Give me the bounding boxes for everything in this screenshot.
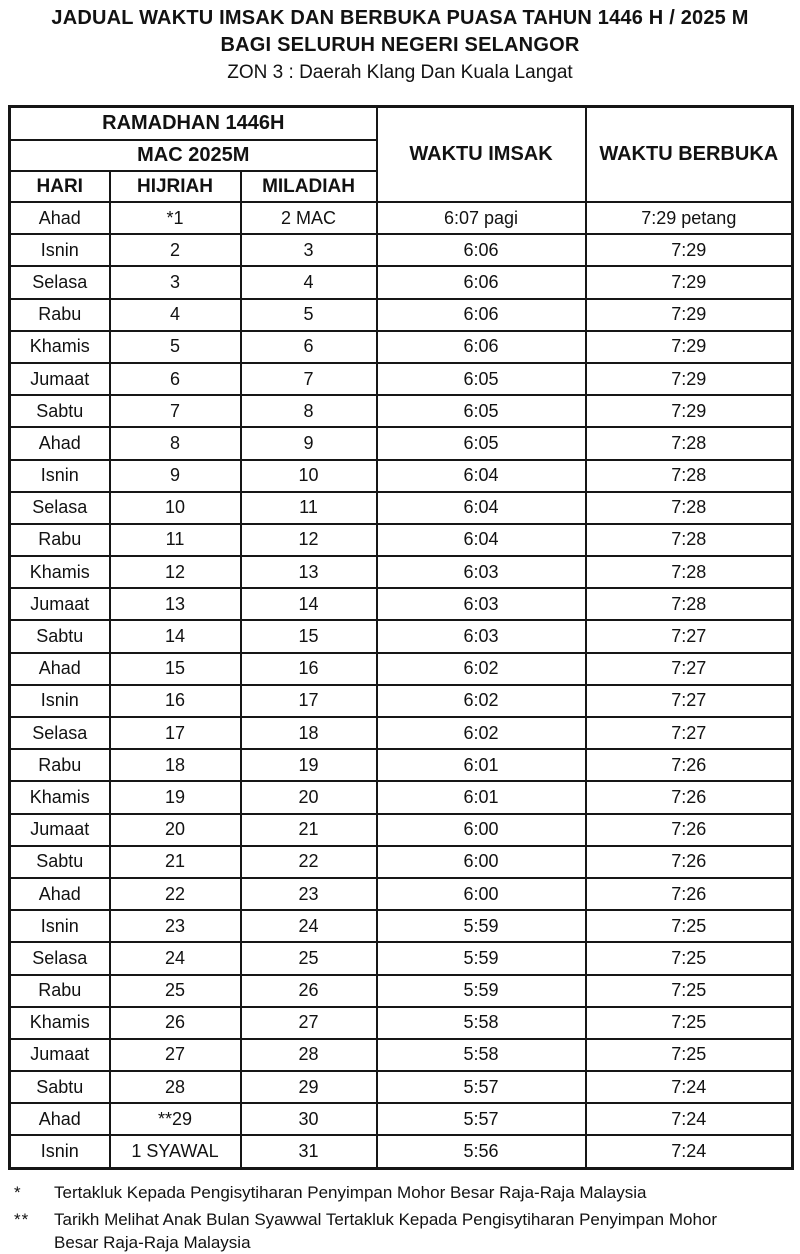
berbuka-time-cell: 7:25: [586, 942, 793, 974]
table-row: [10, 1071, 793, 1103]
table-row: [10, 556, 793, 588]
berbuka-time-cell: 7:28: [586, 427, 793, 459]
day-cell: Khamis: [10, 331, 110, 363]
day-cell: Selasa: [10, 942, 110, 974]
gregorian-date-cell: 2 MAC: [241, 202, 377, 234]
table-row: [10, 685, 793, 717]
imsak-time-cell: 6:05: [377, 395, 586, 427]
day-cell: Selasa: [10, 717, 110, 749]
imsak-time-cell: 5:57: [377, 1103, 586, 1135]
hijri-date-cell: 26: [110, 1007, 241, 1039]
hijri-date-cell: 6: [110, 363, 241, 395]
hijri-date-cell: 15: [110, 653, 241, 685]
day-cell: Jumaat: [10, 1039, 110, 1071]
hijri-date-cell: 27: [110, 1039, 241, 1071]
day-cell: Isnin: [10, 685, 110, 717]
gregorian-month-header: MAC 2025M: [10, 140, 377, 171]
hijri-date-cell: 20: [110, 814, 241, 846]
document-header: [0, 0, 800, 84]
day-cell: Jumaat: [10, 814, 110, 846]
day-cell: Sabtu: [10, 620, 110, 652]
hijri-date-cell: 17: [110, 717, 241, 749]
imsak-time-cell: 6:04: [377, 492, 586, 524]
hijri-date-cell: 13: [110, 588, 241, 620]
gregorian-date-cell: 23: [241, 878, 377, 910]
day-column-header: HARI: [10, 171, 110, 202]
gregorian-date-cell: 19: [241, 749, 377, 781]
gregorian-date-cell: 20: [241, 781, 377, 813]
berbuka-time-cell: 7:29: [586, 395, 793, 427]
day-cell: Khamis: [10, 1007, 110, 1039]
hijri-date-cell: 11: [110, 524, 241, 556]
imsak-time-cell: 6:02: [377, 717, 586, 749]
berbuka-time-cell: 7:24: [586, 1103, 793, 1135]
hijri-date-column-header: HIJRIAH: [110, 171, 241, 202]
hijri-date-cell: 28: [110, 1071, 241, 1103]
gregorian-date-cell: 25: [241, 942, 377, 974]
zone-label: ZON 3 : Daerah Klang Dan Kuala Langat: [227, 62, 573, 83]
day-cell: Ahad: [10, 427, 110, 459]
table-row: [10, 653, 793, 685]
berbuka-time-cell: 7:27: [586, 620, 793, 652]
imsak-time-cell: 6:01: [377, 749, 586, 781]
imsak-time-cell: 6:07 pagi: [377, 202, 586, 234]
hijri-date-cell: 4: [110, 299, 241, 331]
table-row: [10, 299, 793, 331]
footnote: [0, 1209, 800, 1254]
hijri-date-cell: 22: [110, 878, 241, 910]
imsak-time-cell: 5:58: [377, 1039, 586, 1071]
table-row: [10, 878, 793, 910]
table-row: [10, 1007, 793, 1039]
day-cell: Sabtu: [10, 1071, 110, 1103]
gregorian-date-cell: 27: [241, 1007, 377, 1039]
gregorian-date-cell: 24: [241, 910, 377, 942]
table-row: [10, 717, 793, 749]
berbuka-time-cell: 7:27: [586, 717, 793, 749]
imsak-column-header: WAKTU IMSAK: [377, 107, 586, 203]
hijri-date-cell: 3: [110, 266, 241, 298]
imsak-time-cell: 6:02: [377, 653, 586, 685]
berbuka-time-cell: 7:24: [586, 1071, 793, 1103]
berbuka-time-cell: 7:29 petang: [586, 202, 793, 234]
table-row: [10, 460, 793, 492]
timetable-header: [10, 107, 793, 203]
day-cell: Khamis: [10, 556, 110, 588]
imsak-time-cell: 6:04: [377, 460, 586, 492]
hijri-date-cell: 14: [110, 620, 241, 652]
footnote-text: Tertakluk Kepada Pengisytiharan Penyimpan Mohor Besar Raja-Raja Malaysia: [54, 1182, 647, 1202]
imsak-time-cell: 6:00: [377, 814, 586, 846]
imsak-time-cell: 5:59: [377, 975, 586, 1007]
imsak-time-cell: 5:56: [377, 1135, 586, 1168]
gregorian-date-cell: 30: [241, 1103, 377, 1135]
imsak-time-cell: 5:57: [377, 1071, 586, 1103]
day-cell: Selasa: [10, 492, 110, 524]
table-row: [10, 846, 793, 878]
hijri-date-cell: 16: [110, 685, 241, 717]
table-row: [10, 331, 793, 363]
gregorian-date-cell: 7: [241, 363, 377, 395]
table-row: [10, 781, 793, 813]
imsak-time-cell: 6:01: [377, 781, 586, 813]
gregorian-date-cell: 5: [241, 299, 377, 331]
imsak-time-cell: 6:06: [377, 331, 586, 363]
gregorian-date-cell: 4: [241, 266, 377, 298]
table-row: [10, 492, 793, 524]
day-cell: Ahad: [10, 202, 110, 234]
day-cell: Ahad: [10, 653, 110, 685]
hijri-date-cell: 5: [110, 331, 241, 363]
page-subtitle: BAGI SELURUH NEGERI SELANGOR: [220, 34, 580, 56]
footnotes: [0, 1182, 800, 1254]
day-cell: Ahad: [10, 878, 110, 910]
table-row: [10, 395, 793, 427]
hijri-date-cell: 18: [110, 749, 241, 781]
prayer-timetable: [8, 105, 794, 1170]
table-row: [10, 1135, 793, 1168]
gregorian-date-cell: 13: [241, 556, 377, 588]
gregorian-date-cell: 29: [241, 1071, 377, 1103]
berbuka-time-cell: 7:28: [586, 588, 793, 620]
imsak-time-cell: 5:59: [377, 910, 586, 942]
imsak-time-cell: 6:03: [377, 588, 586, 620]
imsak-time-cell: 6:05: [377, 427, 586, 459]
hijri-date-cell: 2: [110, 234, 241, 266]
berbuka-time-cell: 7:27: [586, 653, 793, 685]
berbuka-time-cell: 7:25: [586, 1007, 793, 1039]
hijri-date-cell: 19: [110, 781, 241, 813]
imsak-time-cell: 5:58: [377, 1007, 586, 1039]
day-cell: Rabu: [10, 975, 110, 1007]
footnote-marker: **: [14, 1210, 30, 1230]
table-row: [10, 814, 793, 846]
day-cell: Jumaat: [10, 363, 110, 395]
berbuka-time-cell: 7:26: [586, 814, 793, 846]
imsak-time-cell: 6:06: [377, 299, 586, 331]
imsak-time-cell: 6:03: [377, 620, 586, 652]
hijri-date-cell: 10: [110, 492, 241, 524]
gregorian-date-cell: 21: [241, 814, 377, 846]
berbuka-time-cell: 7:28: [586, 556, 793, 588]
gregorian-date-cell: 3: [241, 234, 377, 266]
table-row: [10, 588, 793, 620]
gregorian-date-cell: 10: [241, 460, 377, 492]
gregorian-date-cell: 14: [241, 588, 377, 620]
day-cell: Khamis: [10, 781, 110, 813]
hijri-date-cell: **29: [110, 1103, 241, 1135]
imsak-time-cell: 6:05: [377, 363, 586, 395]
berbuka-time-cell: 7:28: [586, 492, 793, 524]
imsak-time-cell: 6:04: [377, 524, 586, 556]
table-row: [10, 363, 793, 395]
table-row: [10, 910, 793, 942]
gregorian-date-cell: 16: [241, 653, 377, 685]
table-row: [10, 427, 793, 459]
berbuka-time-cell: 7:28: [586, 524, 793, 556]
footnote: [0, 1182, 800, 1204]
imsak-time-cell: 6:06: [377, 234, 586, 266]
berbuka-time-cell: 7:26: [586, 749, 793, 781]
berbuka-time-cell: 7:29: [586, 234, 793, 266]
berbuka-time-cell: 7:27: [586, 685, 793, 717]
hijri-date-cell: 8: [110, 427, 241, 459]
day-cell: Selasa: [10, 266, 110, 298]
footnote-marker: *: [14, 1182, 22, 1202]
berbuka-time-cell: 7:24: [586, 1135, 793, 1168]
gregorian-date-cell: 26: [241, 975, 377, 1007]
day-cell: Rabu: [10, 524, 110, 556]
berbuka-time-cell: 7:25: [586, 910, 793, 942]
gregorian-date-cell: 15: [241, 620, 377, 652]
imsak-time-cell: 6:00: [377, 878, 586, 910]
gregorian-date-cell: 9: [241, 427, 377, 459]
page-title: JADUAL WAKTU IMSAK DAN BERBUKA PUASA TAHUN 1446 H / 2025 M: [51, 7, 749, 29]
hijri-date-cell: 24: [110, 942, 241, 974]
gregorian-date-cell: 18: [241, 717, 377, 749]
berbuka-time-cell: 7:25: [586, 975, 793, 1007]
berbuka-time-cell: 7:29: [586, 266, 793, 298]
berbuka-time-cell: 7:26: [586, 781, 793, 813]
table-row: [10, 266, 793, 298]
hijri-date-cell: *1: [110, 202, 241, 234]
berbuka-column-header: WAKTU BERBUKA: [586, 107, 793, 203]
hijri-date-cell: 1 SYAWAL: [110, 1135, 241, 1168]
gregorian-date-cell: 6: [241, 331, 377, 363]
berbuka-time-cell: 7:29: [586, 363, 793, 395]
table-row: [10, 1103, 793, 1135]
hijri-date-cell: 9: [110, 460, 241, 492]
hijri-date-cell: 12: [110, 556, 241, 588]
gregorian-date-column-header: MILADIAH: [241, 171, 377, 202]
timetable-body: [10, 202, 793, 1168]
gregorian-date-cell: 11: [241, 492, 377, 524]
day-cell: Jumaat: [10, 588, 110, 620]
berbuka-time-cell: 7:29: [586, 331, 793, 363]
hijri-date-cell: 23: [110, 910, 241, 942]
berbuka-time-cell: 7:29: [586, 299, 793, 331]
hijri-date-cell: 21: [110, 846, 241, 878]
imsak-time-cell: 6:00: [377, 846, 586, 878]
day-cell: Sabtu: [10, 846, 110, 878]
table-row: [10, 620, 793, 652]
day-cell: Isnin: [10, 234, 110, 266]
berbuka-time-cell: 7:26: [586, 846, 793, 878]
gregorian-date-cell: 8: [241, 395, 377, 427]
day-cell: Rabu: [10, 749, 110, 781]
imsak-time-cell: 6:06: [377, 266, 586, 298]
day-cell: Isnin: [10, 910, 110, 942]
gregorian-date-cell: 12: [241, 524, 377, 556]
imsak-time-cell: 5:59: [377, 942, 586, 974]
imsak-time-cell: 6:03: [377, 556, 586, 588]
berbuka-time-cell: 7:28: [586, 460, 793, 492]
day-cell: Sabtu: [10, 395, 110, 427]
gregorian-date-cell: 31: [241, 1135, 377, 1168]
day-cell: Isnin: [10, 460, 110, 492]
table-row: [10, 942, 793, 974]
table-row: [10, 749, 793, 781]
hijri-date-cell: 7: [110, 395, 241, 427]
hijri-month-row: [10, 107, 793, 141]
hijri-month-header: RAMADHAN 1446H: [10, 107, 377, 141]
gregorian-date-cell: 22: [241, 846, 377, 878]
table-row: [10, 202, 793, 234]
day-cell: Ahad: [10, 1103, 110, 1135]
berbuka-time-cell: 7:25: [586, 1039, 793, 1071]
day-cell: Isnin: [10, 1135, 110, 1168]
gregorian-date-cell: 28: [241, 1039, 377, 1071]
gregorian-date-cell: 17: [241, 685, 377, 717]
footnote-text: Tarikh Melihat Anak Bulan Syawwal Tertakluk Kepada Pengisytiharan Penyimpan Mohor Besar Raja-Raja Malaysia: [54, 1210, 718, 1252]
table-row: [10, 975, 793, 1007]
berbuka-time-cell: 7:26: [586, 878, 793, 910]
table-row: [10, 524, 793, 556]
table-row: [10, 234, 793, 266]
imsak-time-cell: 6:02: [377, 685, 586, 717]
day-cell: Rabu: [10, 299, 110, 331]
table-row: [10, 1039, 793, 1071]
hijri-date-cell: 25: [110, 975, 241, 1007]
